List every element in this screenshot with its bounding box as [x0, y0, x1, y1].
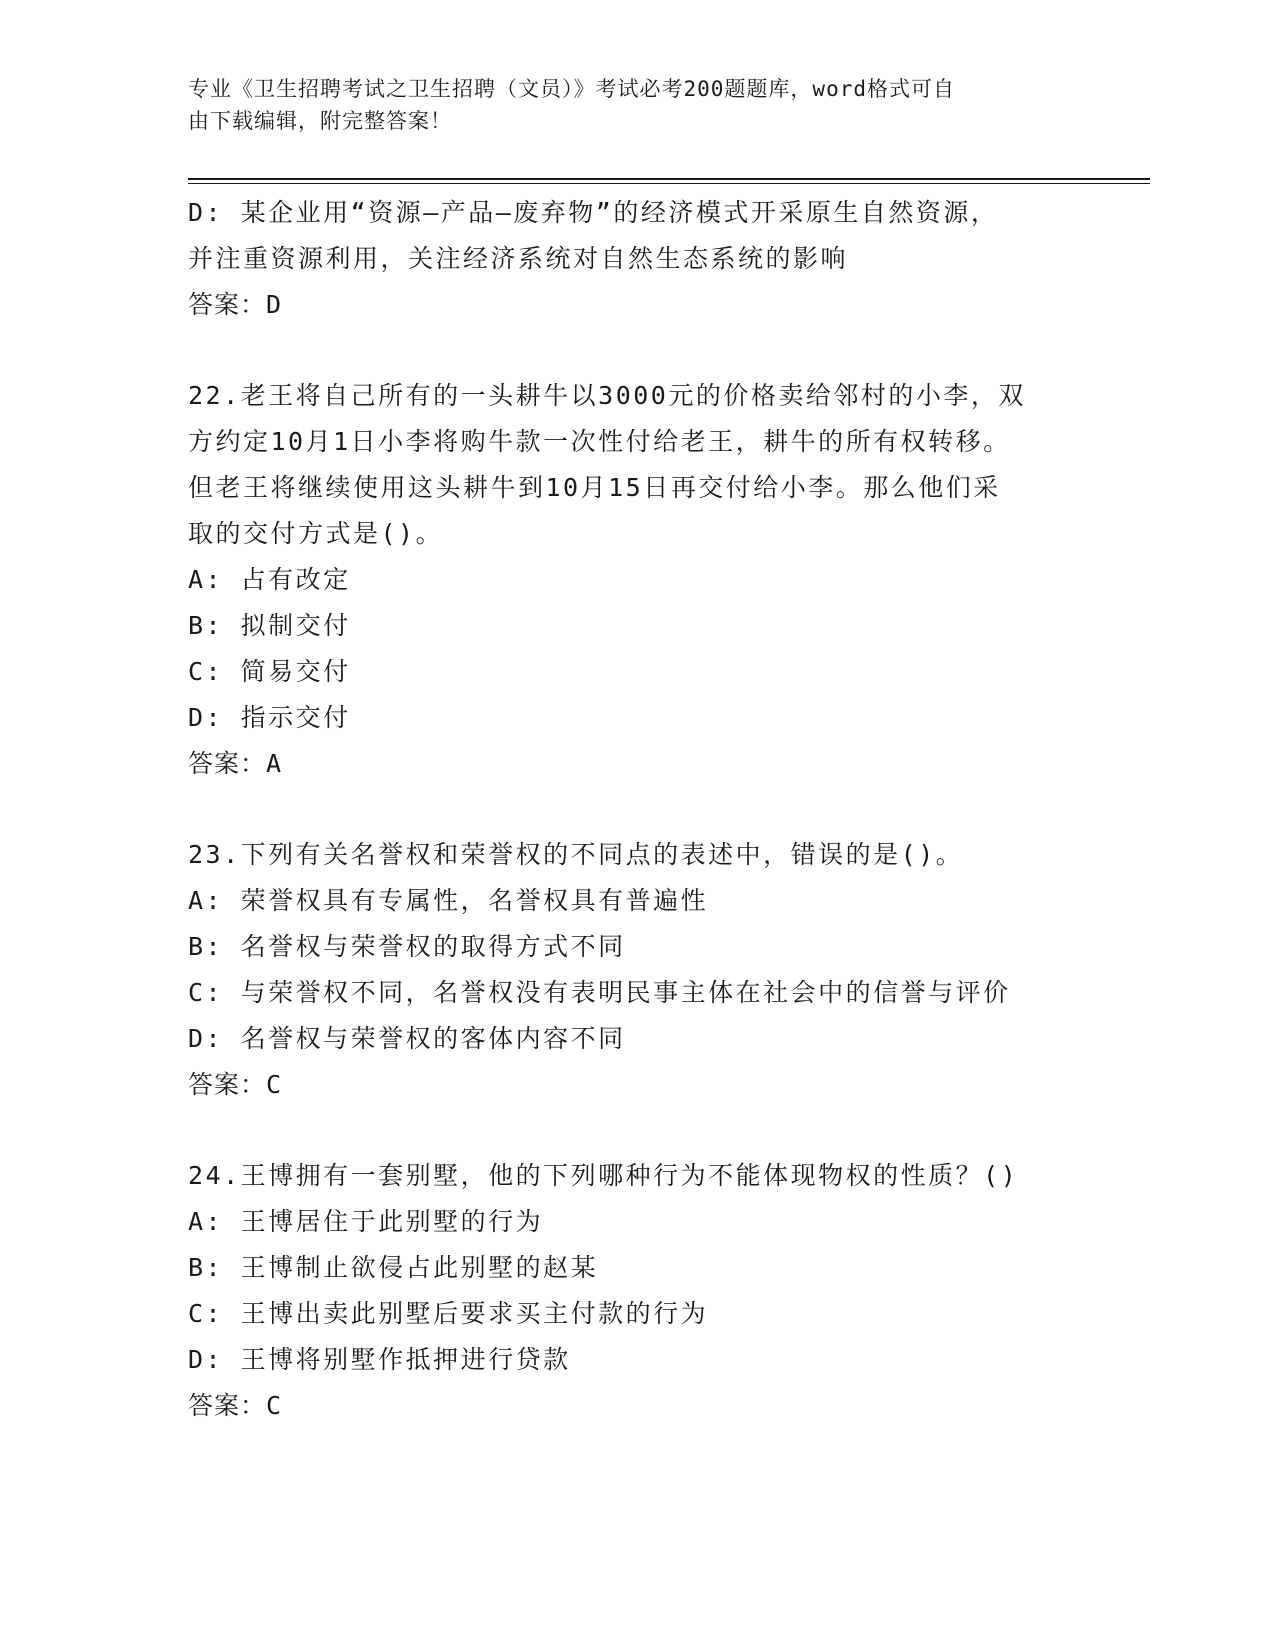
- option-c: C: 简易交付: [188, 657, 351, 686]
- question-block-24: [188, 1153, 1088, 1429]
- option-d: D: 指示交付: [188, 703, 351, 732]
- header-title-line-1: 专业《卫生招聘考试之卫生招聘（文员）》考试必考200题题库，word格式可自: [188, 77, 955, 101]
- question-block-22: [188, 373, 1088, 787]
- answer-label: 答案：D: [188, 290, 283, 319]
- question-stem-line: 24.王博拥有一套别墅，他的下列哪种行为不能体现物权的性质？(): [188, 1161, 1019, 1190]
- option-a: A: 占有改定: [188, 565, 351, 594]
- option-b: B: 名誉权与荣誉权的取得方式不同: [188, 932, 626, 961]
- option-b: B: 拟制交付: [188, 611, 351, 640]
- answer-label: 答案：C: [188, 1391, 283, 1420]
- question-stem-line: 22.老王将自己所有的一头耕牛以3000元的价格卖给邻村的小李，双: [188, 381, 1026, 410]
- option-a: A: 王博居住于此别墅的行为: [188, 1207, 544, 1236]
- question-stem-line: 23.下列有关名誉权和荣誉权的不同点的表述中，错误的是()。: [188, 840, 964, 869]
- document-header: [188, 73, 1088, 137]
- header-divider-thick: [188, 178, 1150, 180]
- option-d: D: 名誉权与荣誉权的客体内容不同: [188, 1024, 626, 1053]
- option-d-line: D: 某企业用“资源—产品—废弃物”的经济模式开采原生自然资源，: [188, 198, 999, 227]
- option-c: C: 王博出卖此别墅后要求买主付款的行为: [188, 1299, 709, 1328]
- question-block-23: [188, 832, 1088, 1108]
- header-title-line-2: 由下载编辑，附完整答案！: [188, 109, 452, 133]
- option-d: D: 王博将别墅作抵押进行贷款: [188, 1345, 571, 1374]
- question-stem-line: 但老王将继续使用这头耕牛到10月15日再交付给小李。那么他们采: [188, 473, 1001, 502]
- question-content: [188, 190, 1088, 1429]
- option-c: C: 与荣誉权不同，名誉权没有表明民事主体在社会中的信誉与评价: [188, 978, 1011, 1007]
- option-a: A: 荣誉权具有专属性，名誉权具有普遍性: [188, 886, 709, 915]
- option-b: B: 王博制止欲侵占此别墅的赵某: [188, 1253, 599, 1282]
- prev-question-block: [188, 190, 1088, 328]
- question-stem-line: 方约定10月1日小李将购牛款一次性付给老王，耕牛的所有权转移。: [188, 427, 1011, 456]
- header-divider-thin: [188, 183, 1150, 184]
- option-d-line: 并注重资源利用，关注经济系统对自然生态系统的影响: [188, 244, 849, 273]
- answer-label: 答案：C: [188, 1070, 283, 1099]
- answer-label: 答案：A: [188, 749, 283, 778]
- question-stem-line: 取的交付方式是()。: [188, 519, 444, 548]
